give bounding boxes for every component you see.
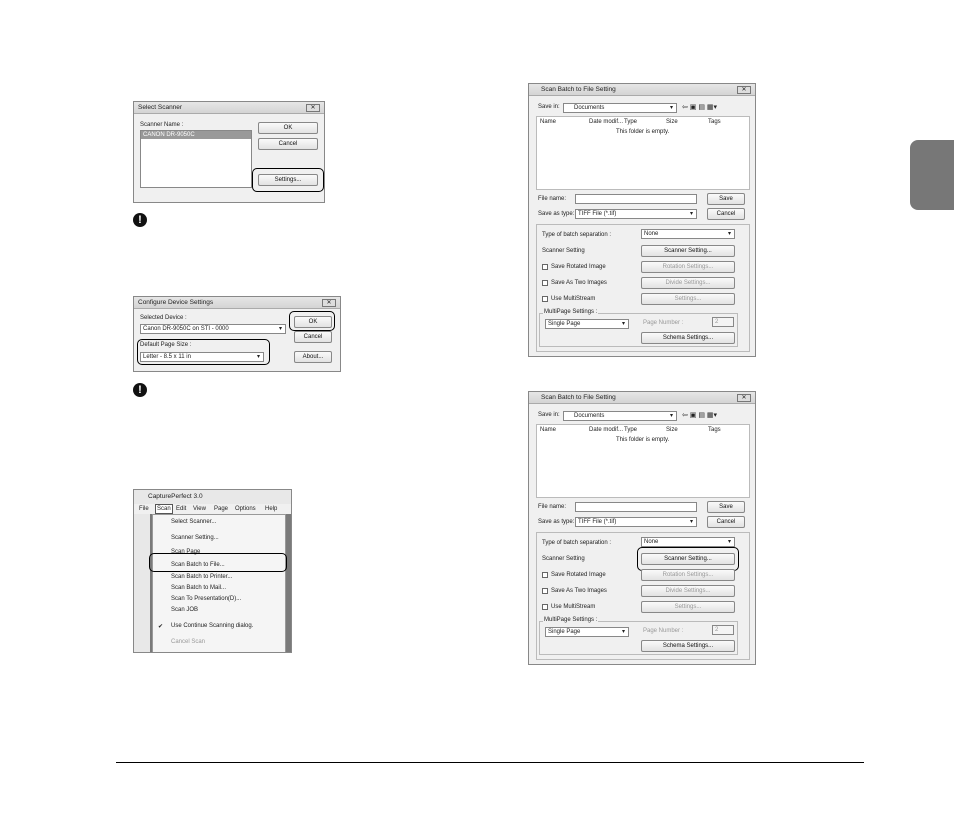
chevron-down-icon[interactable]: ▾	[621, 321, 625, 327]
menu-edit[interactable]: Edit	[176, 506, 187, 512]
dialog-title: Configure Device Settings	[134, 297, 340, 309]
menu-scan[interactable]: Scan	[157, 506, 171, 512]
save-in-select[interactable]	[563, 411, 677, 421]
scan-menu-dropdown	[152, 514, 286, 653]
menu-page[interactable]: Page	[214, 506, 229, 512]
scanner-list-item[interactable]: CANON DR-9050C	[141, 131, 251, 139]
select-scanner-dialog	[133, 101, 325, 203]
file-name-input[interactable]	[575, 194, 697, 204]
close-icon[interactable]: ✕	[737, 86, 751, 94]
save-as-type-value: TIFF File (*.tif)	[578, 519, 617, 525]
menu-item-scan-batch-to-file[interactable]: Scan Batch to File...	[171, 562, 225, 568]
cancel-button[interactable]: Cancel	[258, 138, 318, 150]
save-button[interactable]: Save	[707, 501, 745, 513]
close-icon[interactable]: ✕	[322, 299, 336, 307]
scanner-setting-label: Scanner Setting	[542, 248, 585, 254]
scan-batch-dialog	[528, 391, 756, 665]
save-in-value: Documents	[574, 413, 605, 419]
file-name-label: File name:	[538, 504, 567, 510]
save-in-label: Save in:	[538, 104, 560, 110]
chevron-down-icon[interactable]: ▾	[278, 326, 282, 332]
chevron-down-icon[interactable]: ▾	[669, 105, 673, 111]
multipage-select[interactable]	[545, 319, 629, 329]
empty-folder-message: This folder is empty.	[616, 437, 670, 443]
menubar	[134, 504, 292, 514]
menu-file[interactable]: File	[139, 506, 149, 512]
highlight-ring	[149, 553, 287, 572]
divide-settings-button[interactable]: Divide Settings...	[641, 585, 735, 597]
close-icon[interactable]: ✕	[306, 104, 320, 112]
menu-view[interactable]: View	[193, 506, 206, 512]
multipage-group-label: MultiPage Settings :	[544, 617, 598, 623]
configure-device-dialog	[133, 296, 341, 372]
cancel-button[interactable]: Cancel	[707, 516, 745, 528]
rotation-settings-button[interactable]: Rotation Settings...	[641, 569, 735, 581]
cancel-button[interactable]: Cancel	[294, 331, 332, 343]
column-type[interactable]: Type	[624, 427, 638, 433]
batch-separation-select[interactable]	[641, 229, 735, 239]
dialog-title: Scan Batch to File Setting	[529, 392, 755, 404]
page-number-input[interactable]: 2	[712, 317, 734, 327]
scanner-setting-label: Scanner Setting	[542, 556, 585, 562]
selected-device-select[interactable]	[140, 324, 286, 334]
warning-icon: !	[133, 213, 147, 227]
save-rotated-label: Save Rotated Image	[551, 264, 606, 270]
column-name[interactable]: Name	[540, 427, 557, 433]
chevron-down-icon[interactable]: ▾	[727, 539, 731, 545]
column-size[interactable]: Size	[666, 427, 678, 433]
rotation-settings-button[interactable]: Rotation Settings...	[641, 261, 735, 273]
chapter-tab	[910, 140, 954, 210]
chevron-down-icon[interactable]: ▾	[689, 519, 693, 525]
save-as-type-label: Save as type:	[538, 211, 575, 217]
check-icon: ✔	[158, 624, 164, 630]
menu-item-scanner-setting[interactable]: Scanner Setting...	[171, 535, 219, 541]
scanner-setting-button[interactable]: Scanner Setting...	[641, 245, 735, 257]
batch-separation-label: Type of batch separation :	[542, 540, 612, 546]
chevron-down-icon[interactable]: ▾	[689, 211, 693, 217]
save-rotated-label: Save Rotated Image	[551, 572, 606, 578]
selected-device-value: Canon DR-9050C on STI - 0000	[143, 326, 229, 332]
settings-button[interactable]: Settings...	[258, 174, 318, 186]
about-button[interactable]: About...	[294, 351, 332, 363]
menu-item-continue-scanning[interactable]: Use Continue Scanning dialog.	[171, 623, 254, 629]
menu-item-scan-batch-to-printer[interactable]: Scan Batch to Printer...	[171, 574, 233, 580]
save-rotated-checkbox[interactable]	[542, 572, 548, 578]
footer-rule	[116, 762, 864, 763]
nav-toolbar-icons[interactable]: ⇦ ▣ ▤ ▦▾	[682, 104, 718, 111]
save-two-images-label: Save As Two Images	[551, 588, 607, 594]
divide-settings-button[interactable]: Divide Settings...	[641, 277, 735, 289]
column-tags[interactable]: Tags	[708, 119, 721, 125]
menu-item-cancel-scan[interactable]: Cancel Scan	[171, 639, 206, 645]
nav-toolbar-icons[interactable]: ⇦ ▣ ▤ ▦▾	[682, 412, 718, 419]
save-as-type-select[interactable]	[575, 517, 697, 527]
chevron-down-icon[interactable]: ▾	[621, 629, 625, 635]
save-in-label: Save in:	[538, 412, 560, 418]
multipage-select[interactable]	[545, 627, 629, 637]
column-type[interactable]: Type	[624, 119, 638, 125]
app-titlebar	[134, 490, 292, 504]
save-as-type-select[interactable]	[575, 209, 697, 219]
multistream-checkbox[interactable]	[542, 296, 548, 302]
highlight-ring	[252, 168, 324, 192]
save-in-select[interactable]	[563, 103, 677, 113]
warning-icon: !	[133, 383, 147, 397]
page-number-label: Page Number :	[643, 628, 684, 634]
scan-batch-dialog	[528, 83, 756, 357]
multistream-label: Use MultiStream	[551, 604, 596, 610]
save-as-type-value: TIFF File (*.tif)	[578, 211, 617, 217]
column-date[interactable]: Date modif...	[589, 427, 624, 433]
dialog-title: Select Scanner	[134, 102, 324, 114]
multistream-settings-button[interactable]: Settings...	[641, 601, 735, 613]
batch-separation-label: Type of batch separation :	[542, 232, 612, 238]
multistream-settings-button[interactable]: Settings...	[641, 293, 735, 305]
ok-button[interactable]: OK	[294, 316, 332, 328]
dialog-title: Scan Batch to File Setting	[529, 84, 755, 96]
close-icon[interactable]: ✕	[737, 394, 751, 402]
selected-device-label: Selected Device :	[140, 315, 187, 321]
highlight-ring	[637, 547, 739, 571]
save-two-images-checkbox[interactable]	[542, 588, 548, 594]
file-name-input[interactable]	[575, 502, 697, 512]
file-list[interactable]	[536, 116, 750, 190]
menu-item-scan-batch-to-mail[interactable]: Scan Batch to Mail...	[171, 585, 227, 591]
multistream-checkbox[interactable]	[542, 604, 548, 610]
column-date[interactable]: Date modif...	[589, 119, 624, 125]
save-two-images-label: Save As Two Images	[551, 280, 607, 286]
save-button[interactable]: Save	[707, 193, 745, 205]
column-size[interactable]: Size	[666, 119, 678, 125]
schema-settings-button[interactable]: Schema Settings...	[641, 332, 735, 344]
empty-folder-message: This folder is empty.	[616, 129, 670, 135]
page-size-value: Letter - 8.5 x 11 in	[143, 354, 191, 360]
schema-settings-button[interactable]: Schema Settings...	[641, 640, 735, 652]
menu-item-scan-job[interactable]: Scan JOB	[171, 607, 199, 613]
multipage-value: Single Page	[548, 321, 581, 327]
file-list[interactable]	[536, 424, 750, 498]
batch-separation-value: None	[644, 231, 659, 237]
chevron-down-icon[interactable]: ▾	[727, 231, 731, 237]
scanner-setting-button[interactable]: Scanner Setting...	[641, 553, 735, 565]
column-name[interactable]: Name	[540, 119, 557, 125]
save-in-value: Documents	[574, 105, 605, 111]
page-number-label: Page Number :	[643, 320, 684, 326]
chevron-down-icon[interactable]: ▾	[669, 413, 673, 419]
file-name-label: File name:	[538, 196, 567, 202]
chevron-down-icon[interactable]: ▾	[256, 354, 260, 360]
column-tags[interactable]: Tags	[708, 427, 721, 433]
save-two-images-checkbox[interactable]	[542, 280, 548, 286]
menu-help[interactable]: Help	[265, 506, 278, 512]
batch-separation-value: None	[644, 539, 659, 545]
save-as-type-label: Save as type:	[538, 519, 575, 525]
page-number-input[interactable]: 2	[712, 625, 734, 635]
menu-item-scan-to-presentation[interactable]: Scan To Presentation(D)...	[171, 596, 242, 602]
multistream-label: Use MultiStream	[551, 296, 596, 302]
multipage-group-label: MultiPage Settings :	[544, 309, 598, 315]
ok-button[interactable]: OK	[258, 122, 318, 134]
menu-item-scan-page[interactable]: Scan Page	[171, 549, 201, 555]
highlight-ring	[289, 311, 335, 331]
scanner-name-label: Scanner Name :	[140, 122, 184, 128]
save-rotated-checkbox[interactable]	[542, 264, 548, 270]
batch-separation-select[interactable]	[641, 537, 735, 547]
toolbar	[134, 514, 150, 653]
app-title: CapturePerfect 3.0	[148, 493, 203, 500]
page-size-label: Default Page Size :	[140, 342, 192, 348]
cancel-button[interactable]: Cancel	[707, 208, 745, 220]
scanner-list[interactable]	[140, 130, 252, 188]
menu-options[interactable]: Options	[235, 506, 256, 512]
highlight-ring	[137, 339, 270, 365]
multipage-value: Single Page	[548, 629, 581, 635]
menu-item-select-scanner[interactable]: Select Scanner...	[171, 519, 217, 525]
